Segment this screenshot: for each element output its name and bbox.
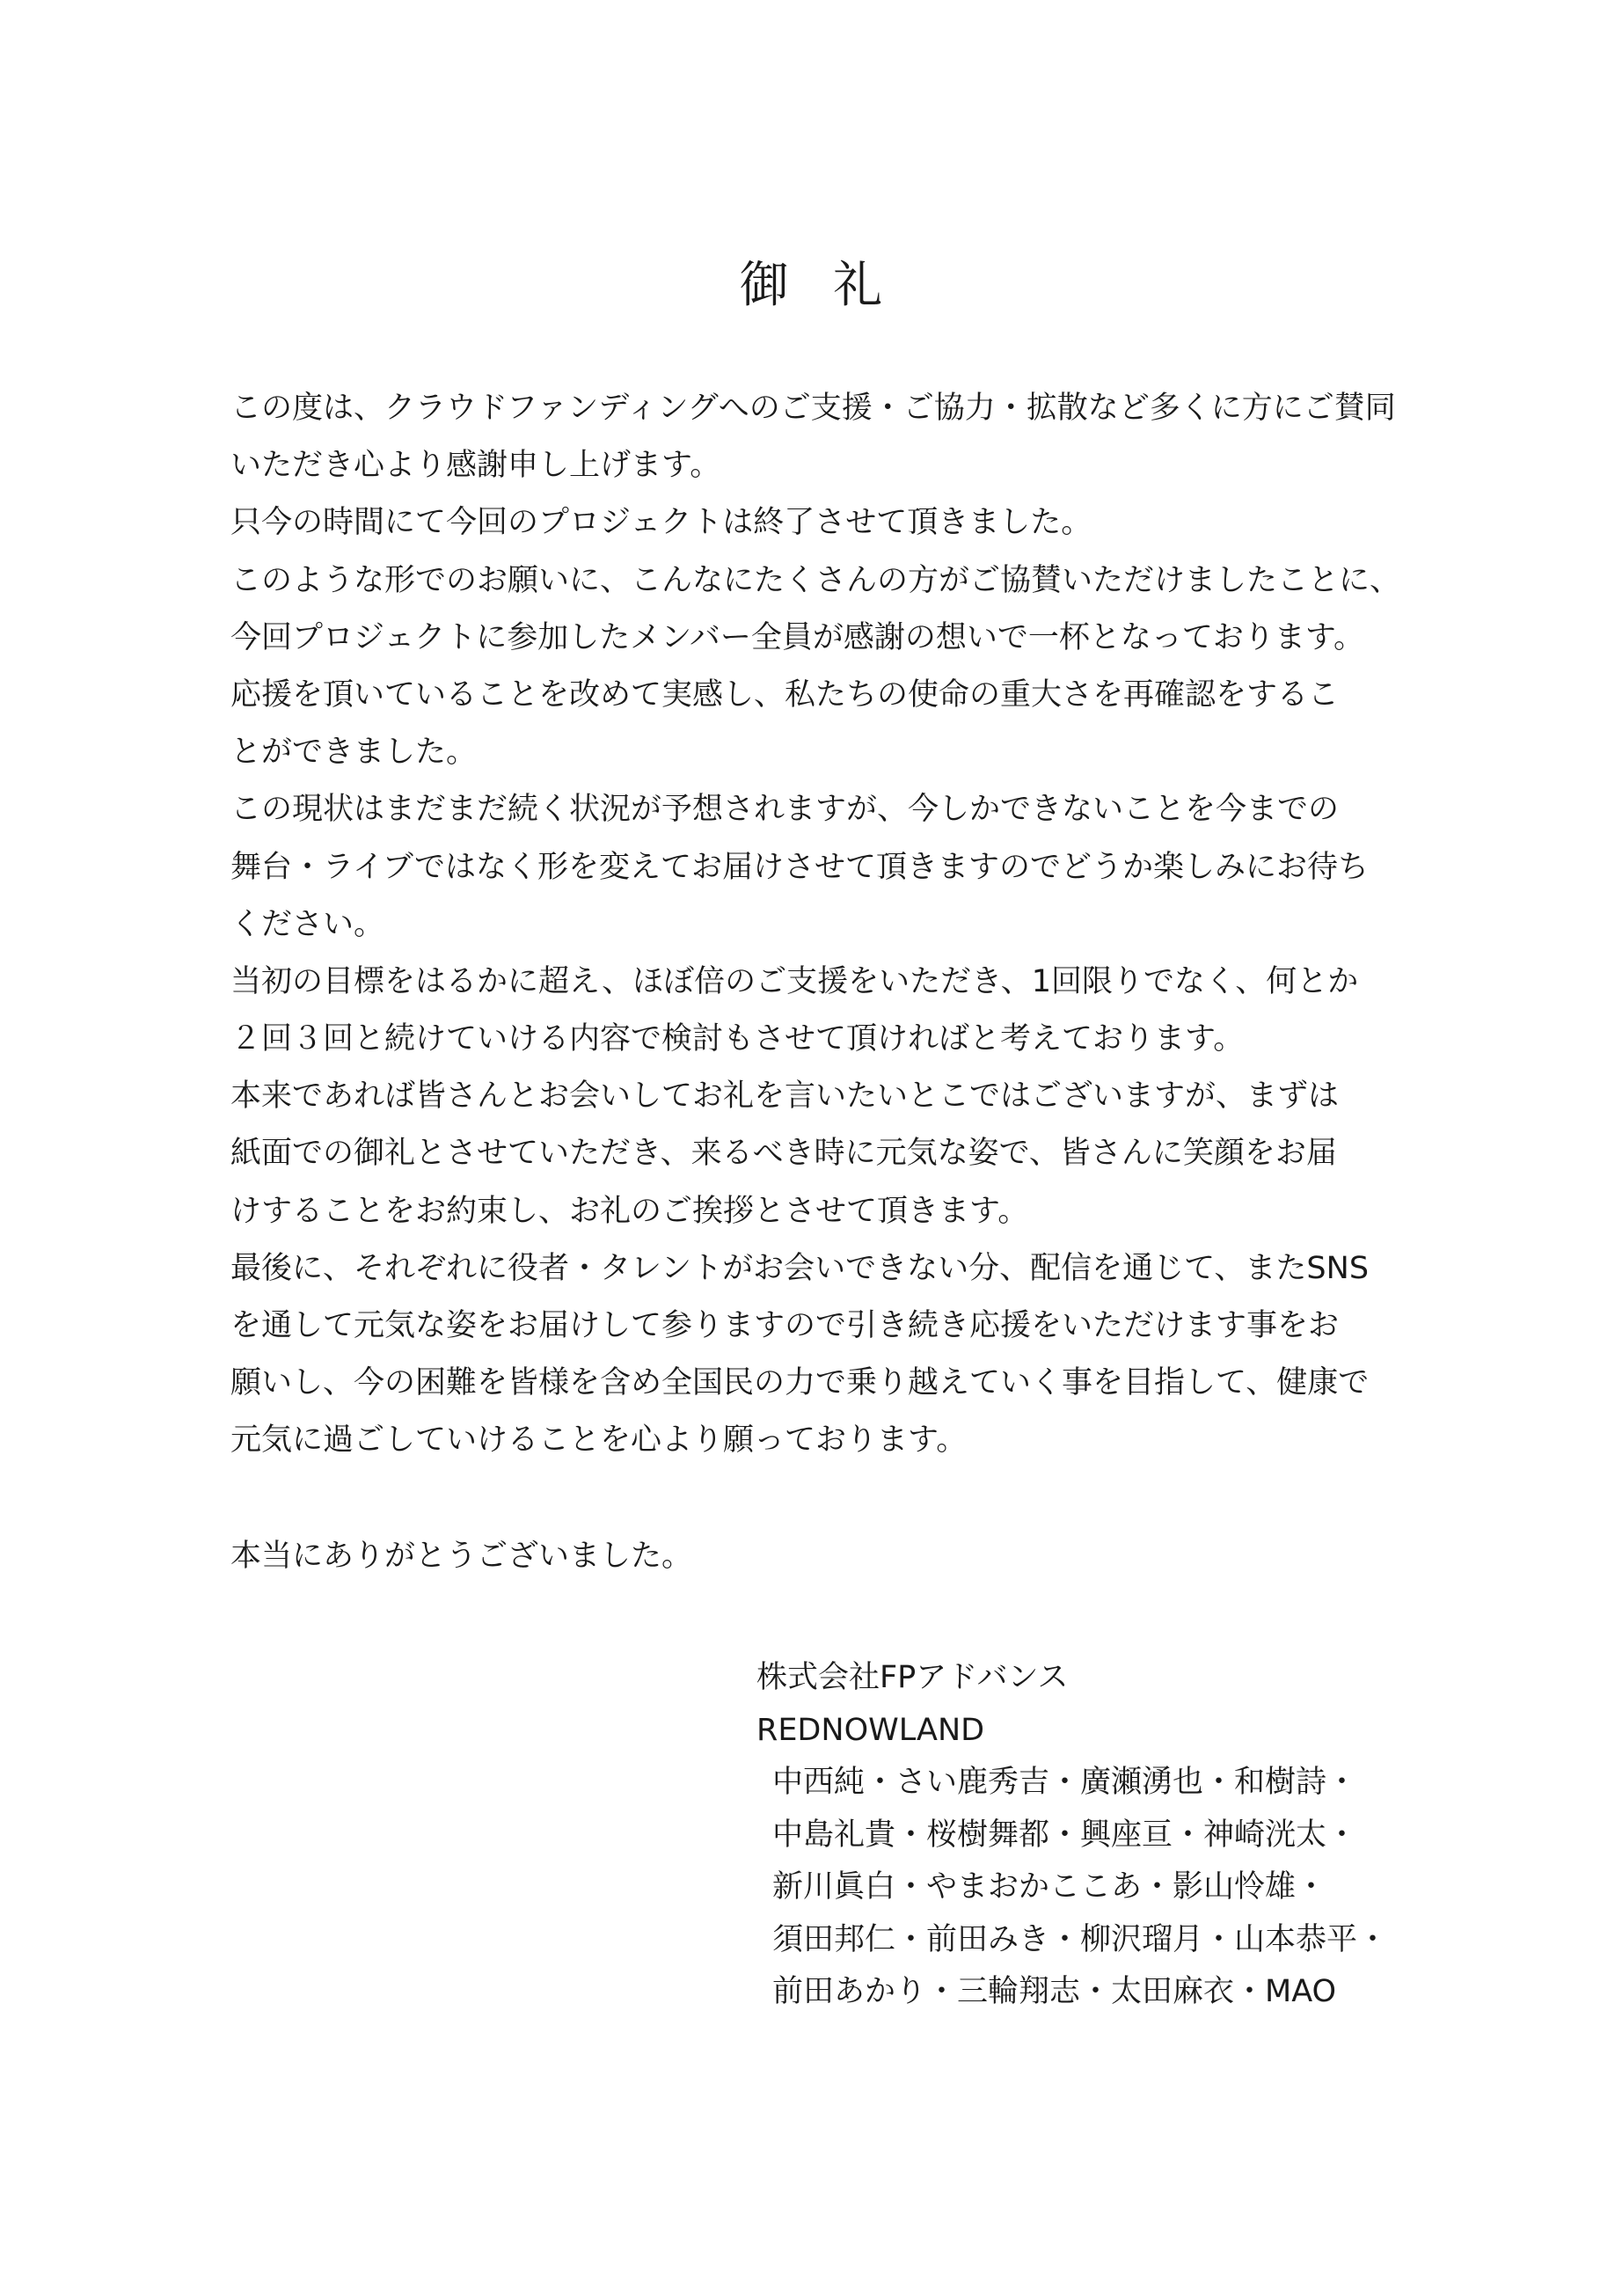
body-line: ください。 [230,906,385,942]
body-line: けすることをお約束し、お礼のご挨拶とさせて頂きます。 [230,1193,1029,1229]
closing-line: 本当にありがとうございました。 [230,1539,693,1574]
member-list [756,1757,1388,2019]
body-line: 最後に、それぞれに役者・タレントがお会いできない分、配信を通じて、またSNS [230,1250,1370,1286]
body-line: 本来であれば皆さんとお会いしてお礼を言いたいとこではございますが、まずは [230,1079,1340,1115]
body-line: 今回プロジェクトに参加したメンバー全員が感謝の想いで一杯となっております。 [230,619,1365,655]
company-name: 株式会社FPアドバンス [756,1660,1069,1695]
body-line: 紙面での御礼とさせていただき、来るべき時に元気な姿で、皆さんに笑顔をお届 [230,1136,1337,1172]
body-line: 応援を頂いていることを改めて実感し、私たちの使命の重大さを再確認をするこ [230,676,1340,713]
body-line: 元気に過ごしていけることを心より願っております。 [230,1422,968,1459]
body-line: 舞台・ライブではなく形を変えてお届けさせて頂きますのでどうか楽しみにお待ち [230,849,1369,885]
letter-title: 御礼 [739,257,927,314]
member-line: 前田あかり・三輪翔志・太田麻衣・MAO [772,1974,1337,2009]
body-line: いただき心より感謝申し上げます。 [230,448,721,484]
member-line: 中島礼貴・桜樹舞都・興座亘・神崎洸太・ [772,1817,1358,1853]
body-line: このような形でのお願いに、こんなにたくさんの方がご協賛いただけましたことに、 [230,562,1401,598]
group-name: REDNOWLAND [756,1712,985,1748]
body-line: ２回３回と続けていける内容で検討もさせて頂ければと考えております。 [230,1021,1245,1057]
member-line: 新川眞白・やまおかここあ・影山怜雄・ [772,1869,1327,1905]
body-line: とができました。 [230,735,478,771]
member-line: 中西純・さい鹿秀吉・廣瀬湧也・和樹詩・ [772,1765,1358,1800]
body-line: 当初の目標をはるかに超え、ほぼ倍のご支援をいただき、1回限りでなく、何とか [230,963,1359,999]
body-line: 願いし、今の困難を皆様を含め全国民の力で乗り越えていく事を目指して、健康で [230,1365,1370,1401]
body-line: この現状はまだまだ続く状況が予想されますが、今しかできないことを今までの [230,792,1340,828]
member-line: 須田邦仁・前田みき・柳沢瑠月・山本恭平・ [772,1921,1389,1957]
body-line: 只今の時間にて今回のプロジェクトは終了させて頂きました。 [230,505,1092,541]
signature-block [756,1652,1388,2019]
body-line: を通して元気な姿をお届けして参りますので引き続き応援をいただけます事をお [230,1308,1340,1343]
body-line: この度は、クラウドファンディングへのご支援・ご協力・拡散など多くに方にご賛同 [230,391,1396,426]
letter-body [230,380,1409,1470]
